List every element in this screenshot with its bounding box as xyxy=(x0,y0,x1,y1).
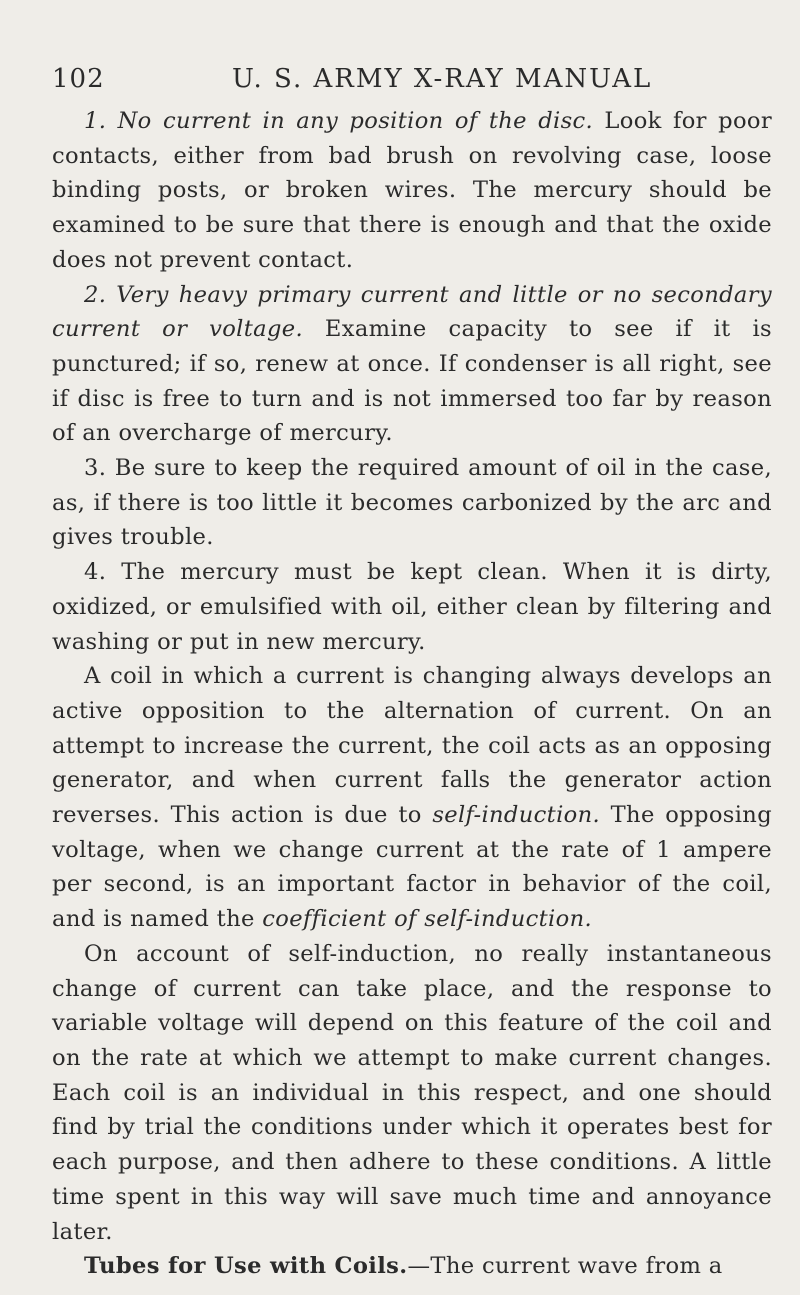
paragraph-oil-amount: 3. Be sure to keep the required amount of oil in the case, as, if there is too little it becomes carbonized by the arc and gives trouble. xyxy=(52,455,772,551)
paragraph-text: The opposing voltage, when we change current at the rate of 1 ampere per second, is an important factor in behavior of the coil, and is named the xyxy=(52,802,773,933)
body-text xyxy=(52,104,772,1284)
paragraph-mercury-clean: 4. The mercury must be kept clean. When it is dirty, oxidized, or emulsified with oil, either clean by filtering and washing or put in new mercury. xyxy=(52,559,772,655)
paragraph-tubes-for-coils xyxy=(52,1249,772,1284)
paragraph-body: Examine capacity to see if it is punctured; if so, renew at once. If condenser is all right, see if disc is free to turn and is not immersed too far by reason of an overcharge of mercury. xyxy=(52,316,772,447)
paragraph-lead: 2. Very heavy primary current and little or no secondary current or voltage. xyxy=(52,281,772,343)
paragraph-body: Look for poor contacts, either from bad brush on revolving case, loose binding posts, or broken wires. The mercury should be examined to be sure that there is enough and that the oxide does not prevent contact. xyxy=(52,108,772,273)
paragraph-self-induction xyxy=(52,659,772,937)
paragraph-text: A coil in which a current is changing always develops an active opposition to the alternation of current. On an attempt to increase the current, the coil acts as an opposing generator, and when current falls the generator action reverses. This action is due to xyxy=(52,663,772,829)
paragraph-no-current xyxy=(52,104,772,278)
paragraph-instantaneous-change: On account of self-induction, no really instantaneous change of current can take place, and the response to variable voltage will depend on this feature of the coil and on the rate at which we attempt to make current changes. Each coil is an individual in this respect, and one should find by trial the conditions under which it operates best for each purpose, and then adhere to these conditions. A little time spent in this way will save much time and annoyance later. xyxy=(52,940,772,1245)
running-title: U. S. ARMY X-RAY MANUAL xyxy=(232,64,653,94)
paragraph-lead: 1. No current in any position of the disc. xyxy=(84,108,594,134)
paragraph-heavy-primary-current xyxy=(52,278,772,452)
section-heading: Tubes for Use with Coils. xyxy=(84,1253,408,1280)
paragraph-body: —The current wave from a xyxy=(407,1253,723,1280)
term-self-induction: self-induction. xyxy=(432,802,601,829)
term-coefficient: coefficient of self-induction. xyxy=(262,906,593,933)
running-head xyxy=(52,58,772,104)
page-number: 102 xyxy=(52,64,105,94)
